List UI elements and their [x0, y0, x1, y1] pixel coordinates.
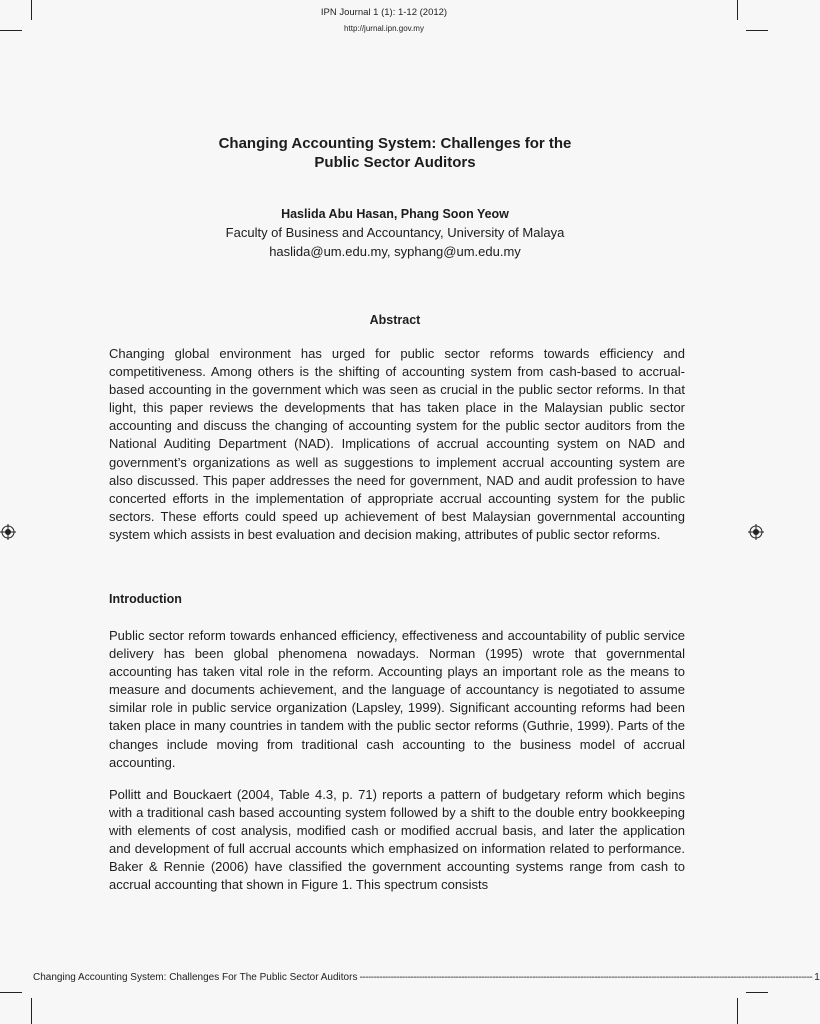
- journal-url: http://jurnal.ipn.gov.my: [344, 24, 424, 33]
- footer-title: Changing Accounting System: Challenges For The Public Sector Auditors: [33, 972, 358, 983]
- paper-title-line: Public Sector Auditors: [314, 154, 476, 171]
- registration-mark-icon: [0, 524, 16, 540]
- paper-title-line: Changing Accounting System: Challenges for the: [218, 135, 572, 152]
- abstract-text: Changing global environment has urged for public sector reforms towards efficiency and competitiveness. Among others is the shifting of accounting system from cash-based to accrual-based accounting in the government which was seen as crucial in the public sector reforms. In that light, this paper reviews the developments that has taken place in the Malaysian public sector accounting and discuss the changing of accounting system for the public sector auditors from the National Auditing Department (NAD). Implications of accrual accounting system on NAD and government’s organizations as well as suggestions to implement accrual accounting system are also discussed. This paper addresses the need for government, NAD and audit profession to have concerted efforts in the implementation of appropriate accrual accounting system for the public sectors. These efforts could speed up achievement of best Malaysian governmental accounting system which assists in best evaluation and decision making, attributes of public sector reforms.: [109, 346, 685, 542]
- crop-mark: [31, 998, 32, 1024]
- page-number: 1: [814, 972, 820, 983]
- introduction-paragraph: Pollitt and Bouckaert (2004, Table 4.3, p. 71) reports a pattern of budgetary reform which begins with a traditional cash based accounting system followed by a shift to the double entry bookkeeping with elements of cost analysis, modified cash or modified accrual basis, and later the application and development of full accrual accounts which emphasized on information related to performance. Baker & Rennie (2006) have classified the government accounting systems range from cash to accrual accounting that shown in Figure 1. This spectrum consists: [109, 787, 685, 893]
- crop-mark: [746, 992, 768, 993]
- introduction-heading: Introduction: [109, 592, 182, 606]
- crop-mark: [737, 998, 738, 1024]
- journal-citation: IPN Journal 1 (1): 1-12 (2012): [320, 7, 448, 18]
- registration-mark-icon: [748, 524, 764, 540]
- page-footer: [33, 972, 820, 983]
- footer-leader: ----------------------------------------------------------------------------------------------------------------------------------------------------------------: [359, 972, 813, 983]
- author-emails: haslida@um.edu.my, syphang@um.edu.my: [269, 244, 521, 259]
- author-affiliation: Faculty of Business and Accountancy, University of Malaya: [225, 225, 565, 240]
- introduction-paragraph: Public sector reform towards enhanced efficiency, effectiveness and accountability of public service delivery has been global phenomena nowadays. Norman (1995) wrote that governmental accounting has taken vital role in the reform. Accounting plays an important role as the means to measure and documents achievement, and the language of accountancy is negotiated to assume similar role in public service organization (Lapsley, 1999). Significant accounting reforms had been taken place in many countries in tandem with the public sector reforms (Guthrie, 1999). Parts of the changes include moving from traditional cash accounting to the business model of accrual accounting.: [109, 628, 685, 770]
- paper-title: [150, 134, 640, 172]
- crop-mark: [0, 992, 22, 993]
- author-list: Haslida Abu Hasan, Phang Soon Yeow: [281, 207, 509, 221]
- abstract-heading: Abstract: [369, 313, 421, 327]
